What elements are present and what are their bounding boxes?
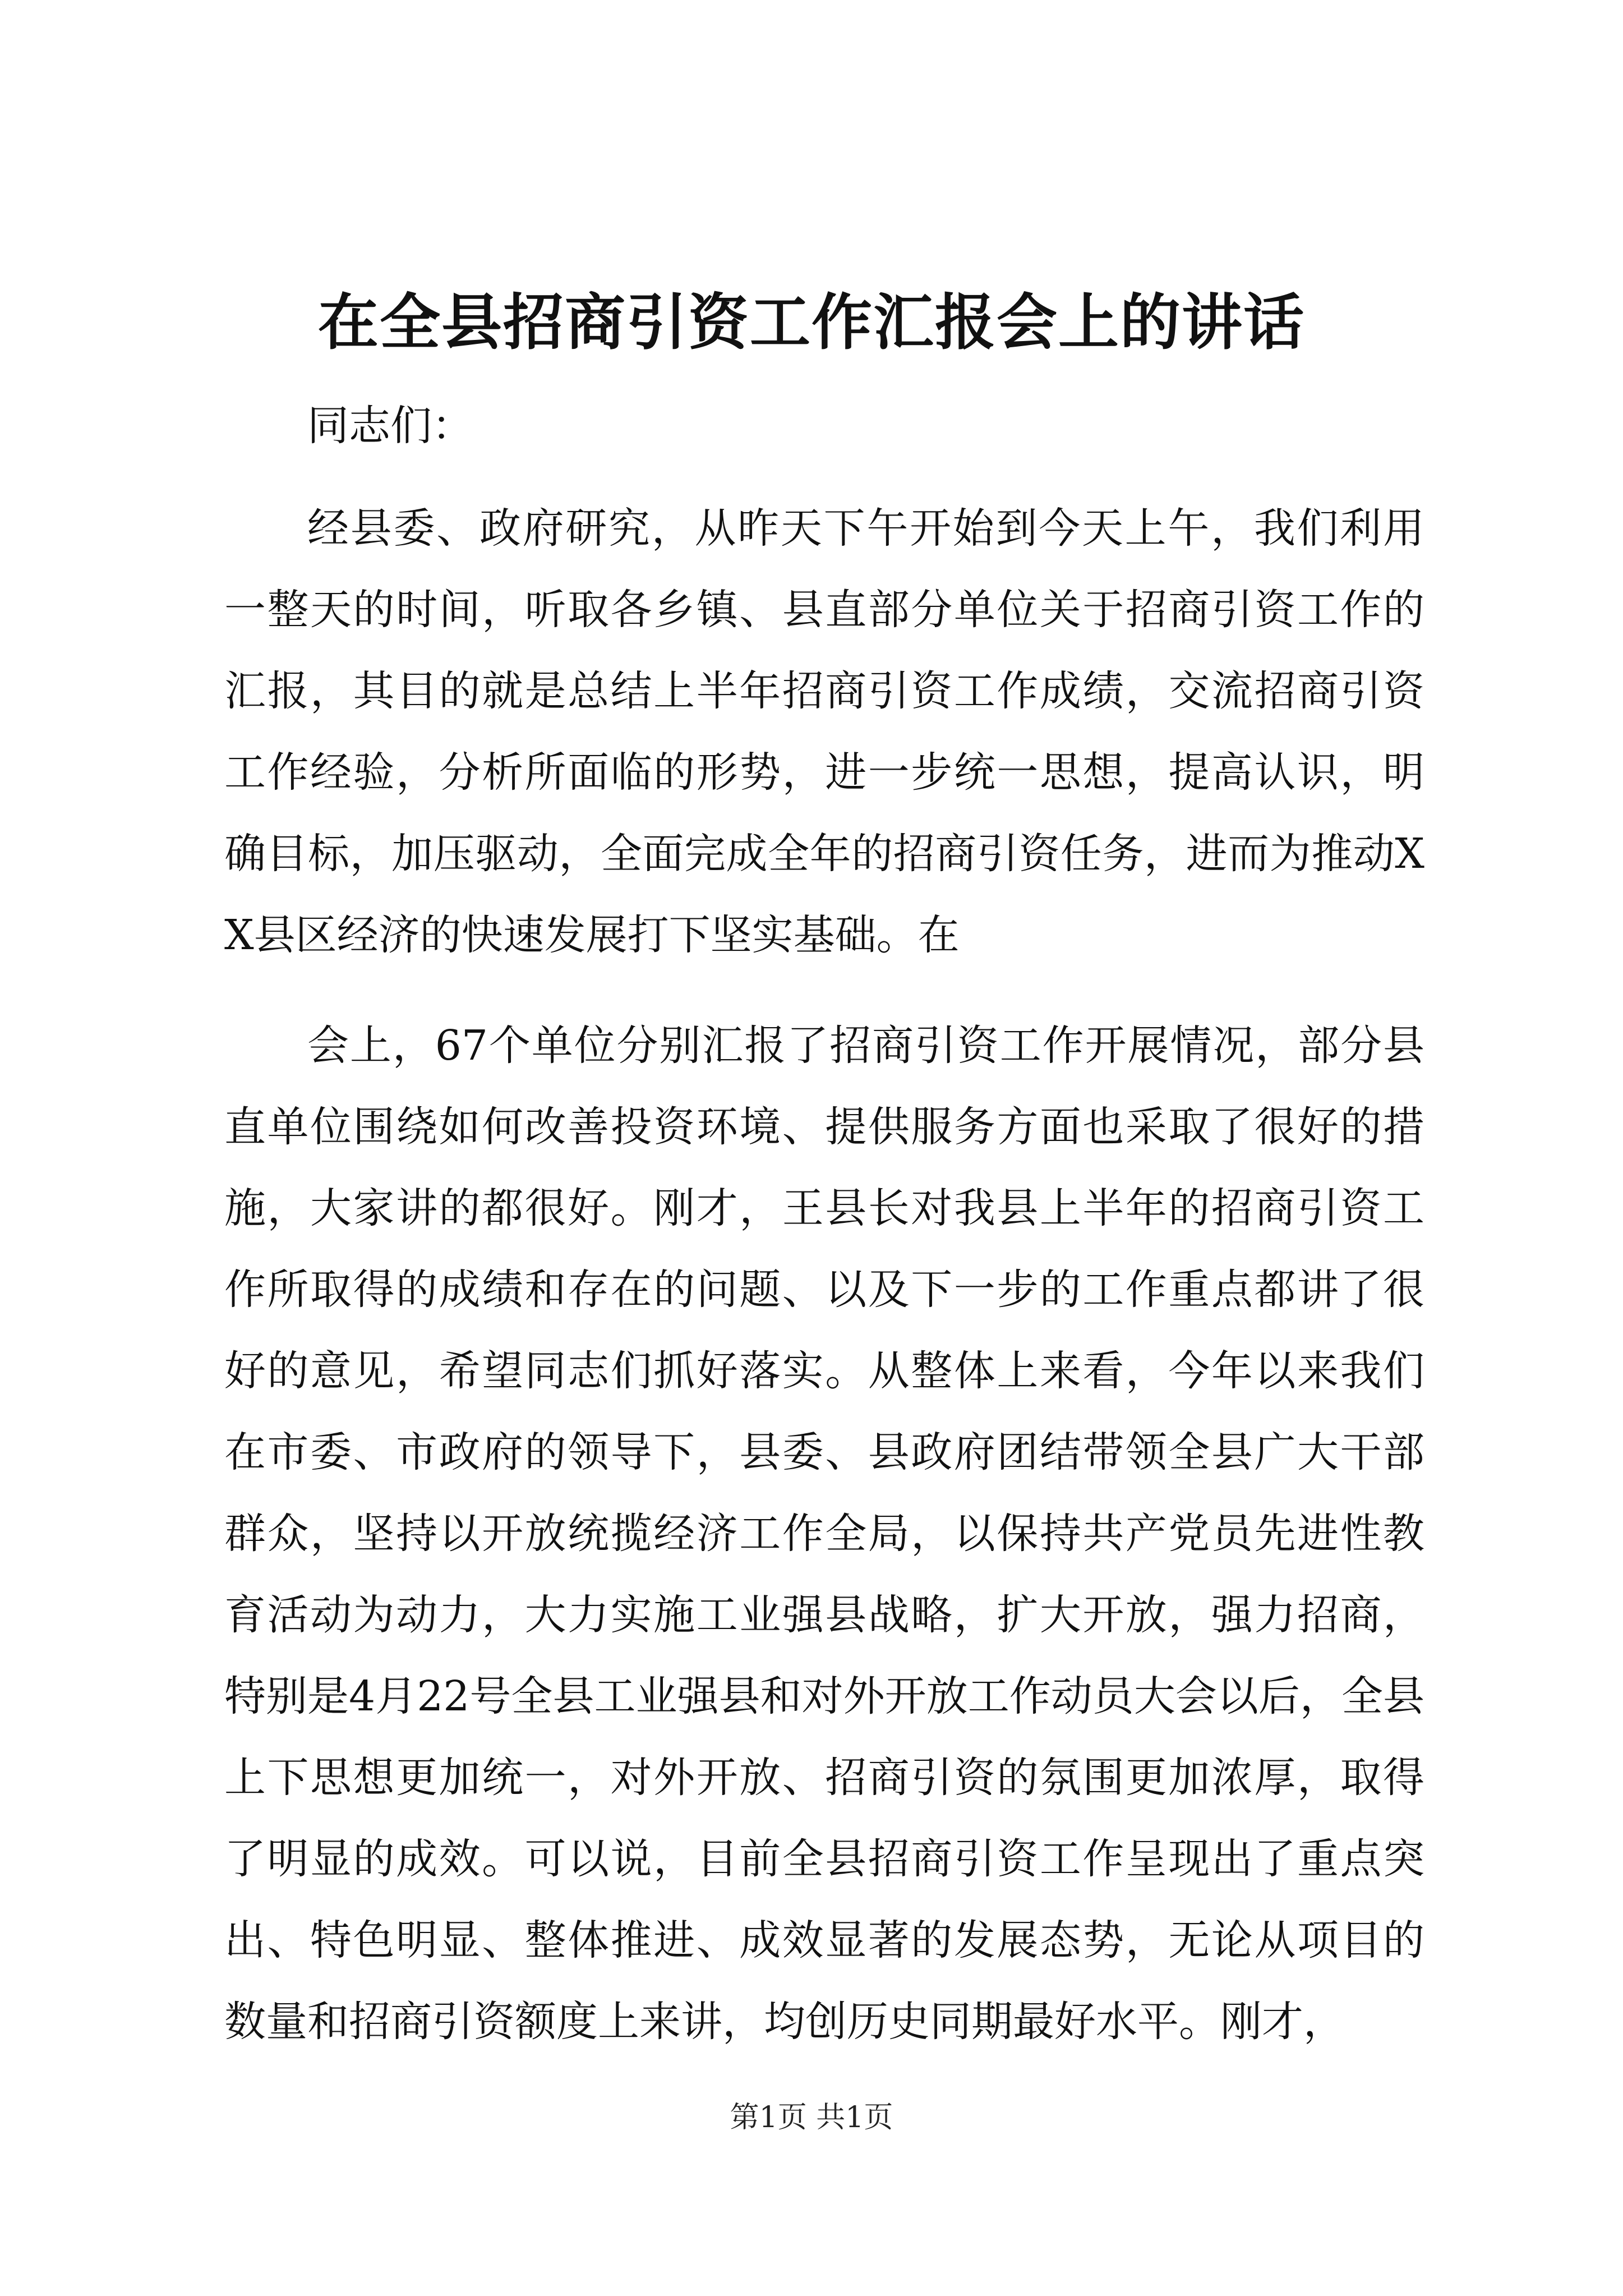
- paragraph-2: 会上，67个单位分别汇报了招商引资工作开展情况，部分县直单位围绕如何改善投资环境、提供服务方面也采取了很好的措施，大家讲的都很好。刚才，王县长对我县上半年的招商引资工作所取得的成绩和存在的问题、以及下一步的工作重点都讲了很好的意见，希望同志们抓好落实。从整体上来看，今年以来我们在市委、市政府的领导下，县委、县政府团结带领全县广大干部群众，坚持以开放统揽经济工作全局，以保持共产党员先进性教育活动为动力，大力实施工业强县战略，扩大开放，强力招商，特别是4月22号全县工业强县和对外开放工作动员大会以后，全县上下思想更加统一，对外开放、招商引资的氛围更加浓厚，取得了明显的成效。可以说，目前全县招商引资工作呈现出了重点突出、特色明显、整体推进、成效显著的发展态势，无论从项目的数量和招商引资额度上来讲，均创历史同期最好水平。刚才，: [224, 1022, 1424, 2046]
- document-body: [224, 393, 1424, 2063]
- salutation: 同志们：: [307, 402, 473, 450]
- page-footer: 第1页 共1页: [730, 2101, 893, 2134]
- document-title: 在全县招商引资工作汇报会上的讲话: [317, 287, 1305, 358]
- paragraph-1: 经县委、政府研究，从昨天下午开始到今天上午，我们利用一整天的时间，听取各乡镇、县直部分单位关于招商引资工作的汇报，其目的就是总结上半年招商引资工作成绩，交流招商引资工作经验，分析所面临的形势，进一步统一思想，提高认识，明确目标，加压驱动，全面完成全年的招商引资任务，进而为推动XX县区经济的快速发展打下坚实基础。在: [224, 504, 1424, 959]
